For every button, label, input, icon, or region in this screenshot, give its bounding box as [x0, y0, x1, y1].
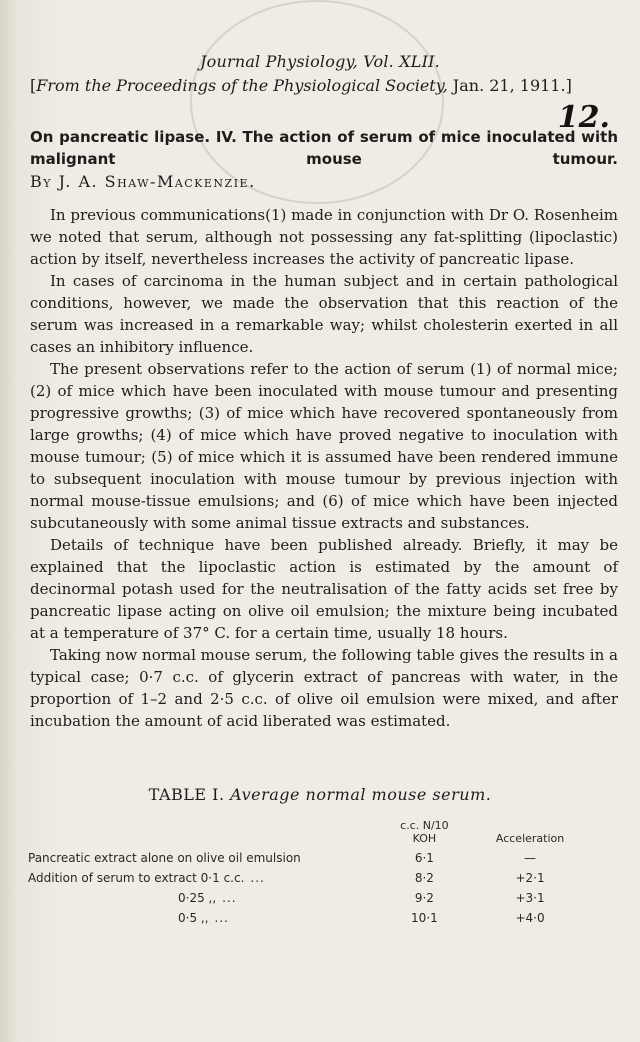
row-label: Pancreatic extract alone on olive oil emulsion [28, 851, 301, 865]
table-caption [0, 785, 640, 804]
paragraph: Taking now normal mouse serum, the following table gives the results in a typical case; 0·7 c.c. of glycerin extract of pancreas with water, in the proportion of 1–2 and 2·5 c.c. of olive oil emulsion were mixed, and after incubation the amount of acid liberated was estimated. [30, 646, 618, 730]
leader-dots: ... [250, 871, 265, 885]
column-header-acceleration: Acceleration [495, 832, 565, 845]
acceleration-value: — [524, 851, 537, 865]
paragraph: The present observations refer to the action of serum (1) of normal mice; (2) of mice which have been inoculated with mouse tumour and presenting progressive growths; (3) of mice which have recovered spontaneously from large growths; (4) of mice which have proved negative to inoculation with mouse tumour; (5) of mice which it is assumed have been rendered immune to subsequent inoculation with mouse tumour by previous injection with normal mouse-tissue emulsions; and (6) of mice which have been injected subcutaneously with some animal tissue extracts and substances. [30, 360, 618, 532]
acceleration-value: +3·1 [515, 891, 545, 905]
table-header-row [28, 815, 598, 845]
table-number: TABLE I. [148, 785, 225, 804]
acceleration-value: +4·0 [515, 911, 545, 925]
table-title: Average normal mouse serum. [230, 785, 492, 804]
table-row [28, 885, 598, 905]
column-header-koh: c.c. N/10 KOH [400, 819, 449, 845]
leader-dots: ... [222, 891, 237, 905]
article-author: By J. A. Shaw-Mackenzie. [30, 172, 256, 191]
results-table [28, 815, 598, 925]
article-title: On pancreatic lipase. IV. The action of serum of mice inoculated with malignant mouse tumour. [30, 128, 618, 168]
row-label: 0·25 ,, [178, 891, 217, 905]
acceleration-value: +2·1 [515, 871, 545, 885]
paragraph: In cases of carcinoma in the human subject and in certain pathological conditions, however, we made the observation that this reaction of the serum was increased in a remarkable way; whilst cholesterin exerted in all cases an inhibitory influence. [30, 272, 618, 356]
row-label: 0·5 ,, [178, 911, 209, 925]
row-label: Addition of serum to extract 0·1 c.c. [28, 871, 245, 885]
article-body [30, 204, 618, 732]
proceedings-source: From the Proceedings of the Physiological Society, [36, 76, 448, 95]
koh-value: 8·2 [414, 871, 434, 885]
koh-value: 6·1 [414, 851, 434, 865]
leader-dots: ... [214, 911, 229, 925]
proceedings-date: Jan. 21, 1911.] [447, 76, 572, 95]
table-row [28, 865, 598, 885]
proceedings-bracket: [ [30, 76, 37, 95]
handwritten-page-number: 12. [557, 100, 610, 135]
table-row [28, 905, 598, 925]
journal-header: Journal Physiology, Vol. XLII. [200, 52, 440, 71]
paragraph: In previous communications(1) made in conjunction with Dr O. Rosenheim we noted that serum, although not possessing any fat-splitting (lipoclastic) action by itself, nevertheless increases the activity of pancreatic lipase. [30, 206, 618, 268]
paragraph: Details of technique have been published already. Briefly, it may be explained that the lipoclastic action is estimated by the amount of decinormal potash used for the neutralisation of the fatty acids set free by pancreatic lipase acting on olive oil emulsion; the mixture being incubated at a temperature of 37° C. for a certain time, usually 18 hours. [30, 536, 618, 642]
koh-value: 10·1 [411, 911, 438, 925]
table-row [28, 845, 598, 865]
koh-value: 9·2 [414, 891, 434, 905]
proceedings-line [30, 76, 630, 95]
